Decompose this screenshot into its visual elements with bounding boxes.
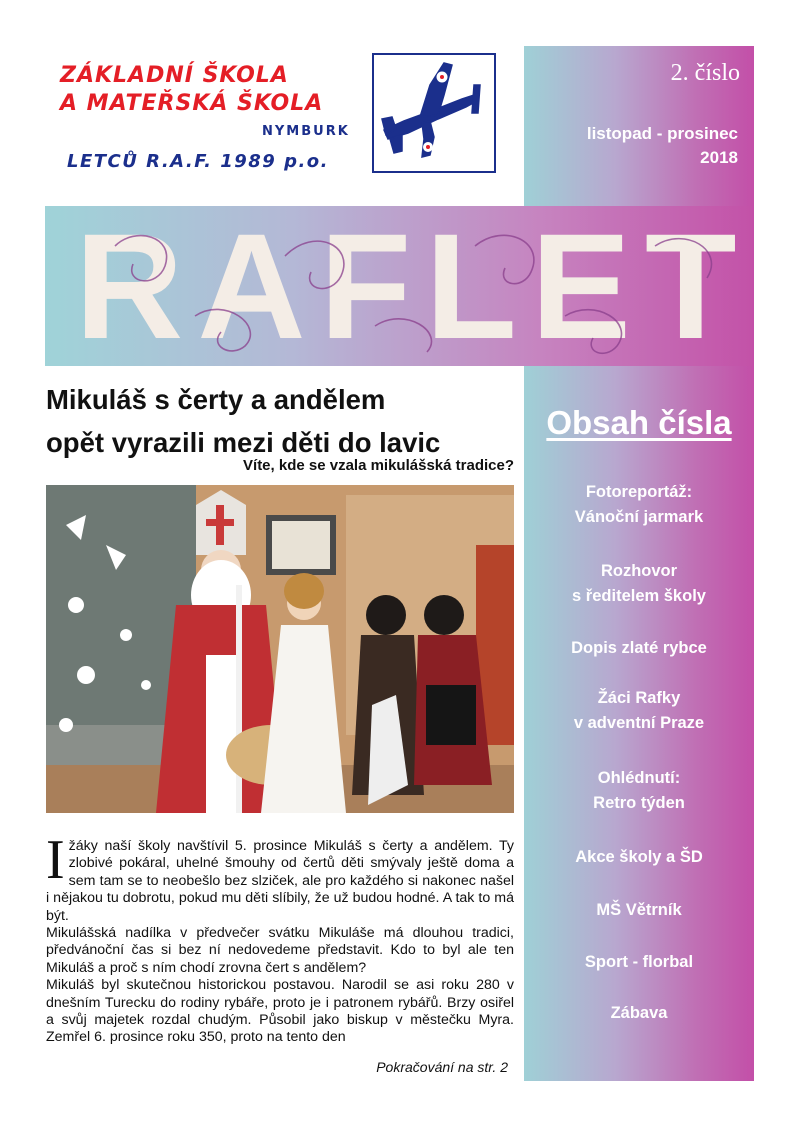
article-body (46, 829, 514, 1047)
school-name-line2: A MATEŘSKÁ ŠKOLA (60, 91, 324, 116)
issue-date (560, 122, 738, 170)
issue-months: listopad - prosinec (586, 124, 738, 143)
contents-item: Žáci Rafky v adventní Praze (573, 689, 705, 732)
masthead-title: RAFLET (75, 206, 751, 366)
contents-item: Zábava (610, 1004, 668, 1022)
contents-item: Rozhovor s ředitelem školy (572, 562, 706, 605)
continued-note: Pokračování na str. 2 (376, 1059, 508, 1075)
contents-title: Obsah čísla (546, 404, 732, 441)
headline-line1: Mikuláš s čerty a andělem (46, 384, 386, 415)
article-paragraph-2: Mikulášská nadílka v předvečer svátku Mikuláše má dlouhou tradici, předvánoční čas si bez ní nedovedeme představit. Kdo to byl ale ten Mikuláš a proč s ním chodí zrovna čert s andělem? (46, 925, 514, 976)
article-paragraph-1: žáky naší školy navštívil 5. prosince Mikuláš s čerty a andělem. Ty zlobivé pokáral, uhelné šmouhy od čertů děti smývaly ještě doma a sem tam se to neobešlo bez slziček, ale pro každého si nakonec našel i nějakou tu dobrotu, pokud mu děti slíbily, že už budou hodné. A tak to má být. (46, 838, 514, 924)
article-headline (46, 378, 516, 464)
issue-year: 2018 (700, 148, 738, 167)
school-name-line1: ZÁKLADNÍ ŠKOLA (60, 63, 289, 88)
masthead-banner (45, 206, 752, 366)
contents-item: MŠ Větrník (596, 901, 682, 919)
contents-item: Sport - florbal (584, 953, 694, 971)
drop-cap: I (46, 829, 65, 891)
article-paragraph (46, 829, 514, 925)
contents-item: Akce školy a ŠD (575, 848, 703, 866)
school-logo (372, 53, 496, 173)
contents-item: Fotoreportáž: Vánoční jarmark (574, 483, 704, 526)
contents-item: Ohlédnutí: Retro týden (593, 769, 685, 812)
headline-line2: opět vyrazili mezi děti do lavic (46, 427, 441, 458)
school-name (60, 62, 360, 118)
contents-item: Dopis zlaté rybce (571, 639, 707, 657)
school-raf-line: LETCŮ R.A.F. 1989 p.o. (67, 151, 329, 172)
school-city: NYMBURK (262, 124, 350, 139)
airplane-icon (374, 55, 494, 171)
issue-number: 2. číslo (670, 60, 740, 86)
article-paragraph-3: Mikuláš byl skutečnou historickou postavou. Narodil se asi roku 280 v dnešním Turecku do rodiny rybáře, proto je i patronem rybářů. Brzy osiřel a svůj majetek rozdal chudým. Působil jako biskup v městečku Myra. Zemřel 6. prosince roku 350, proto na tento den (46, 977, 514, 1046)
article-subheadline: Víte, kde se vzala mikulášská tradice? (243, 457, 514, 474)
ornament-swirls (45, 206, 752, 366)
article-photo (46, 485, 514, 813)
